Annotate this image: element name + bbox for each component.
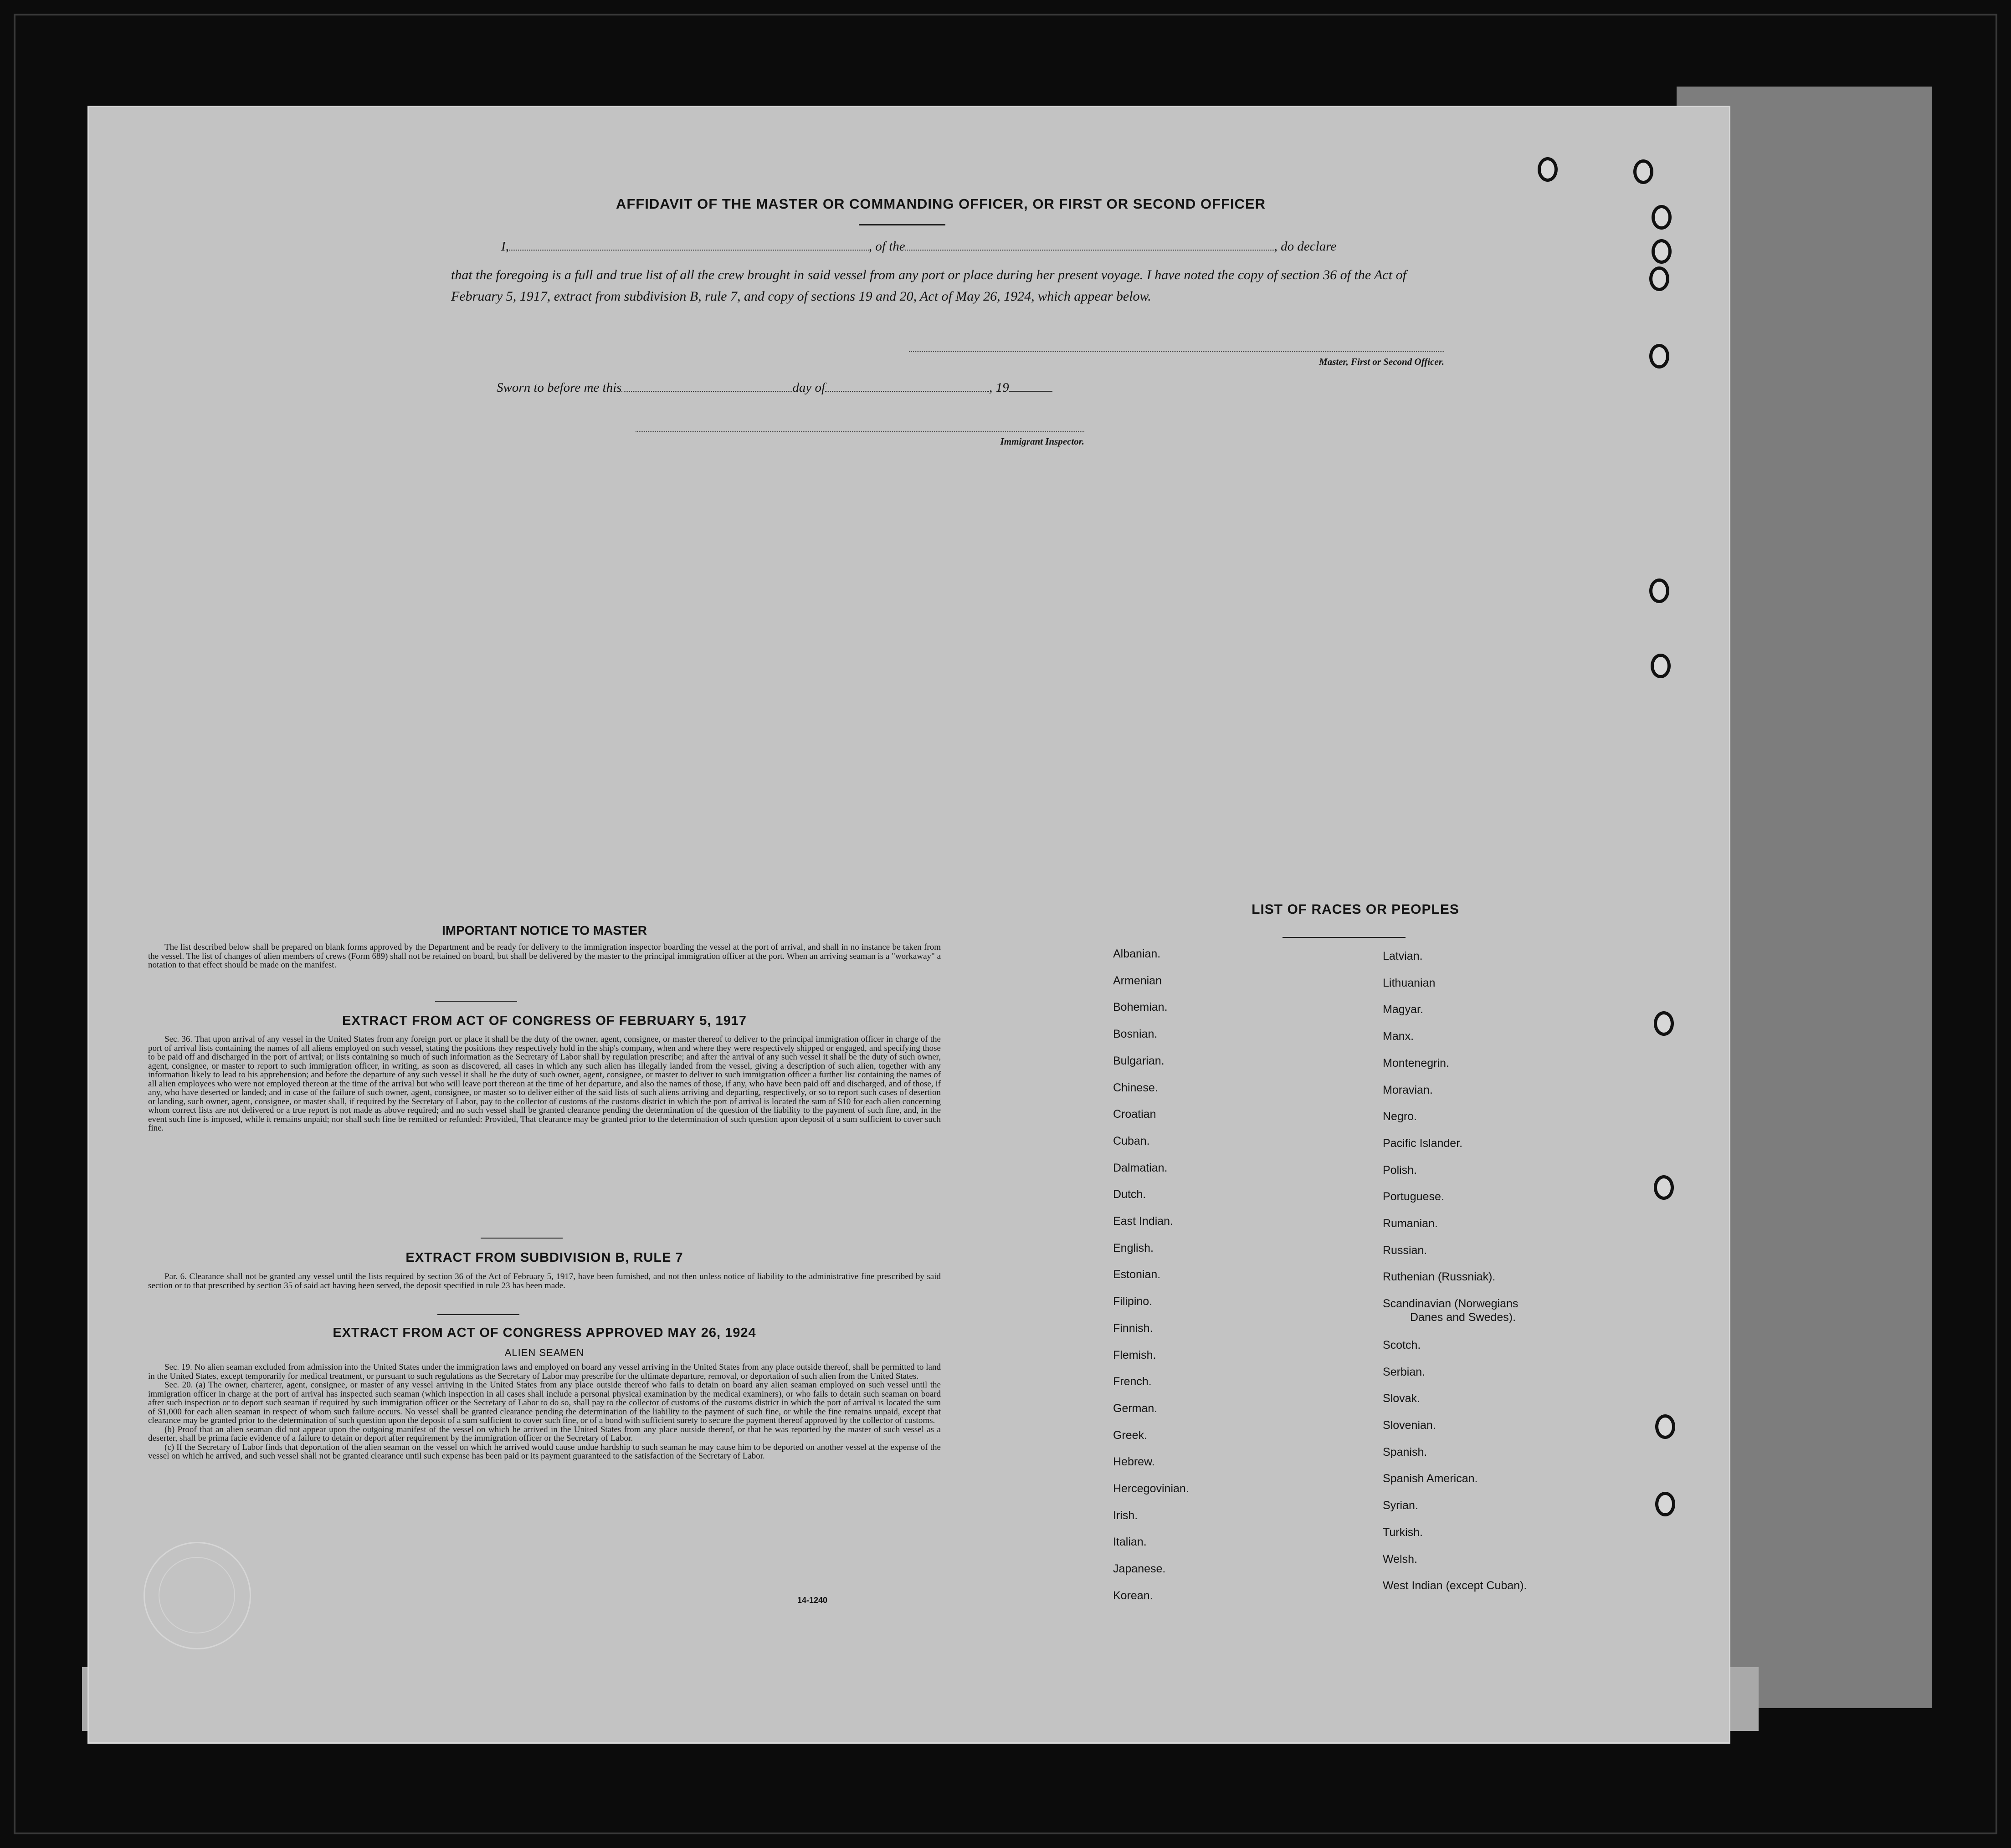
race-item: Latvian.	[1383, 950, 1423, 962]
form-number: 14-1240	[797, 1596, 828, 1605]
affidavit-statement: that the foregoing is a full and true list of all the crew brought in said vessel from any port or place during her present voyage. I have noted the copy of section 36 of the Act of February 5, 1917, extract from subdivision B, rule 7, and copy of sections 19 and 20, Act of May 26, 1924, which appear below.	[451, 267, 1406, 304]
race-item: Korean.	[1113, 1589, 1153, 1602]
punch-hole-icon	[1633, 159, 1653, 184]
race-item: Spanish.	[1383, 1446, 1427, 1459]
race-item: Estonian.	[1113, 1268, 1161, 1281]
race-item: Chinese.	[1113, 1081, 1158, 1094]
race-item: Armenian	[1113, 974, 1162, 987]
extract-1917-heading: EXTRACT FROM ACT OF CONGRESS OF FEBRUARY 5, 1917	[342, 1014, 747, 1028]
race-item: Hercegovinian.	[1113, 1482, 1189, 1495]
affidavit-title: AFFIDAVIT OF THE MASTER OR COMMANDING OFFICER, OR FIRST OR SECOND OFFICER	[616, 196, 1266, 212]
subdivision-b-heading: EXTRACT FROM SUBDIVISION B, RULE 7	[405, 1250, 683, 1265]
master-signature-label: Master, First or Second Officer.	[1319, 356, 1444, 367]
race-item: Polish.	[1383, 1164, 1417, 1177]
sworn-year-prefix: , 19	[989, 380, 1009, 395]
race-item: Italian.	[1113, 1536, 1147, 1548]
embossed-seal	[144, 1542, 251, 1649]
race-item: Dalmatian.	[1113, 1162, 1168, 1174]
race-item: Dutch.	[1113, 1188, 1146, 1201]
race-item: Japanese.	[1113, 1562, 1166, 1575]
race-item: Filipino.	[1113, 1295, 1153, 1308]
race-item: Irish.	[1113, 1509, 1138, 1522]
declarant-prefix: I,	[501, 239, 509, 254]
par-6-paragraph: Par. 6. Clearance shall not be granted any vessel until the lists required by section 36 of the Act of February 5, 1917, have been furnished, and not then unless notice of liability to the administrative fine prescribed by said section or to that prescribed by section 35 of said act having been served, the deposit specified in rule 23 has been made.	[148, 1272, 941, 1290]
race-item: West Indian (except Cuban).	[1383, 1579, 1527, 1592]
race-item: German.	[1113, 1402, 1158, 1415]
sworn-prefix: Sworn to before me this	[497, 380, 622, 395]
section-rule	[435, 1001, 517, 1002]
sworn-day-field[interactable]	[621, 391, 792, 392]
declare-suffix: , do declare	[1274, 239, 1337, 254]
extract-1924-text	[148, 1363, 941, 1461]
race-item: Spanish American.	[1383, 1472, 1478, 1485]
notice-paragraph: The list described below shall be prepared on blank forms approved by the Department and be ready for delivery to the immigration inspector boarding the vessel at the port of arrival, and shall in no instance be taken from the vessel. The list of changes of alien members of crews (Form 689) shall not be retained on board, but shall be delivered by the master to the principal immigration officer at the port. When an arriving seaman is a "workaway" a notation to that effect should be made on the manifest.	[148, 942, 941, 970]
inspector-signature-field[interactable]	[636, 431, 1084, 432]
race-item: Finnish.	[1113, 1322, 1153, 1335]
punch-hole-icon	[1652, 205, 1672, 230]
race-item: Serbian.	[1383, 1366, 1426, 1378]
section-19-paragraph: Sec. 19. No alien seaman excluded from admission into the United States under the immigration laws and employed on board any vessel arriving in the United States from any place outside thereof, shall be permitted to land in the United States, except temporarily for medical treatment, or pursuant to such regulations as the Secretary of Labor may prescribe for the ultimate departure, removal, or deportation of such alien from the United States.	[148, 1362, 941, 1381]
affidavit-declaration-line	[501, 239, 1336, 254]
punch-hole-icon	[1538, 157, 1558, 182]
race-item: Montenegrin.	[1383, 1057, 1449, 1070]
subdivision-b-text	[148, 1272, 941, 1290]
race-item: Flemish.	[1113, 1349, 1156, 1362]
race-item: Lithuanian	[1383, 977, 1436, 989]
race-item: French.	[1113, 1375, 1152, 1388]
sworn-year-field[interactable]	[1009, 391, 1052, 392]
races-title: LIST OF RACES OR PEOPLES	[1252, 902, 1459, 917]
race-item: Slovenian.	[1383, 1419, 1436, 1432]
title-rule	[859, 224, 945, 225]
punch-hole-icon	[1654, 1011, 1674, 1036]
notice-text	[148, 943, 941, 970]
race-item: Scandinavian (Norwegians	[1383, 1297, 1519, 1310]
race-item: Hebrew.	[1113, 1455, 1155, 1468]
race-item: English.	[1113, 1242, 1154, 1254]
race-item: Manx.	[1383, 1030, 1414, 1043]
extract-1924-heading: EXTRACT FROM ACT OF CONGRESS APPROVED MAY 26, 1924	[333, 1326, 756, 1340]
race-item: Magyar.	[1383, 1003, 1423, 1016]
section-20a-paragraph: Sec. 20. (a) The owner, charterer, agent, consignee, or master of any vessel arriving in the United States from any place outside thereof who fails to detain on board any alien seaman employed on such vessel until the immigration officer in charge at the port of arrival has inspected such seaman (which inspection in all cases shall include a personal physical examination by the medical examiners), or who fails to detain such seaman on board after such inspection or to deport such seaman if required by such immigration officer or the Secretary of Labor to do so, shall pay to the collector of customs of the customs district in which the port of arrival is located the sum of $1,000 for each alien seaman in respect of whom such failure occurs. No vessel shall be granted clearance pending the determination of the liability to the payment of such fine, or while the fine remains unpaid, except that clearance may be granted prior to the determination of such question upon the deposit of a sum sufficient to cover such fine, or of a bond with sufficient surety to secure the payment thereof approved by the collector of customs.	[148, 1380, 941, 1425]
sworn-line	[497, 380, 1052, 395]
punch-hole-icon	[1649, 344, 1669, 369]
race-item: Scotch.	[1383, 1339, 1421, 1351]
race-item: Bohemian.	[1113, 1001, 1168, 1014]
inspector-signature-label: Immigrant Inspector.	[1000, 436, 1084, 447]
master-signature-field[interactable]	[909, 351, 1444, 352]
declarant-name-field[interactable]	[509, 250, 869, 251]
section-rule	[437, 1314, 519, 1315]
punch-hole-icon	[1651, 654, 1671, 678]
race-item: Rumanian.	[1383, 1217, 1438, 1230]
document-page	[89, 107, 1729, 1742]
alien-seamen-subheading: ALIEN SEAMEN	[504, 1347, 585, 1358]
race-item: Bosnian.	[1113, 1028, 1158, 1040]
race-item: Greek.	[1113, 1429, 1148, 1442]
race-item: Bulgarian.	[1113, 1055, 1165, 1067]
punch-hole-icon	[1649, 266, 1669, 291]
punch-hole-icon	[1649, 578, 1669, 603]
race-item: Cuban.	[1113, 1135, 1150, 1147]
vessel-prefix: , of the	[868, 239, 905, 254]
race-item: Danes and Swedes).	[1410, 1311, 1516, 1324]
race-item: Syrian.	[1383, 1499, 1418, 1512]
race-item: Portuguese.	[1383, 1190, 1444, 1203]
section-rule	[481, 1238, 563, 1239]
vessel-name-field[interactable]	[905, 250, 1274, 251]
race-item: Russian.	[1383, 1244, 1427, 1257]
sworn-month-field[interactable]	[825, 391, 989, 392]
races-title-rule	[1283, 937, 1406, 938]
race-item: Negro.	[1383, 1110, 1417, 1123]
section-20b-paragraph: (b) Proof that an alien seaman did not appear upon the outgoing manifest of the vessel on which he arrived in the United States from any place outside thereof, or that he was reported by the master of such vessel as a deserter, shall be prima facie evidence of a failure to detain or deport after requirement by the immigration officer or the Secretary of Labor.	[148, 1424, 941, 1443]
punch-hole-icon	[1654, 1175, 1674, 1200]
sworn-day-of: day of	[792, 380, 826, 395]
race-item: Ruthenian (Russniak).	[1383, 1270, 1496, 1283]
punch-hole-icon	[1652, 239, 1672, 264]
punch-hole-icon	[1655, 1414, 1675, 1439]
race-item: East Indian.	[1113, 1215, 1174, 1228]
notice-title: IMPORTANT NOTICE TO MASTER	[441, 923, 647, 937]
race-item: Pacific Islander.	[1383, 1137, 1463, 1150]
race-item: Welsh.	[1383, 1553, 1417, 1566]
section-36-paragraph: Sec. 36. That upon arrival of any vessel in the United States from any foreign port or place it shall be the duty of the owner, agent, consignee, or master thereof to deliver to the principal immigration officer in charge of the port of arrival lists containing the names of all aliens employed on such vessel, stating the positions they respectively hold in the ship's company, when and where they were respectively shipped or engaged, and specifying those to be paid off and discharged in the port of arrival; or lists containing so much of such information as the Secretary of Labor shall by regulation prescribe; and after the arrival of any such vessel it shall be the duty of such owner, agent, consignee, or master to report to such immigration officer, in writing, as soon as discovered, all cases in which any such alien has illegally landed from the vessel, giving a description of such alien, together with any information likely to lead to his apprehension; and before the departure of any such vessel it shall be the duty of such owner, agent, consignee, or master to deliver to such immigration officer a further list containing the names of all alien employees who were not employed thereon at the time of the arrival but who will leave port thereon at the time of her departure, and also the names of those, if any, who have been paid off and discharged, and of those, if any, who have deserted or landed; and in case of the failure of such owner, agent, consignee, or master so to deliver either of the said lists of such aliens arriving and departing, respectively, or so to report such cases of desertion or landing, such owner, agent, consignee, or master shall, if required by the Secretary of Labor, pay to the collector of customs of the customs district in which the port of arrival is located the sum of $10 for each alien concerning whom correct lists are not delivered or a true report is not made as above required; and no such vessel shall be granted clearance pending the determination of the question of the liability to the payment of such fine, and, in the event such fine is imposed, while it remains unpaid; nor shall such fine be remitted or refunded: Provided, That clearance may be granted prior to the determination of such question upon deposit of a sum sufficient to cover such fine.	[148, 1034, 941, 1133]
race-item: Croatian	[1113, 1108, 1156, 1121]
race-item: Slovak.	[1383, 1392, 1420, 1405]
race-item: Albanian.	[1113, 947, 1161, 960]
extract-1917-text	[148, 1035, 941, 1133]
race-item: Moravian.	[1383, 1084, 1433, 1096]
section-20c-paragraph: (c) If the Secretary of Labor finds that deportation of the alien seaman on the vessel on which he arrived would cause undue hardship to such seaman he may cause him to be deported on another vessel at the expense of the vessel on which he arrived, and such vessel shall not be granted clearance until such expense has been paid or its payment guaranteed to the satisfaction of the Secretary of Labor.	[148, 1442, 941, 1461]
race-item: Turkish.	[1383, 1526, 1423, 1539]
punch-hole-icon	[1655, 1492, 1675, 1516]
